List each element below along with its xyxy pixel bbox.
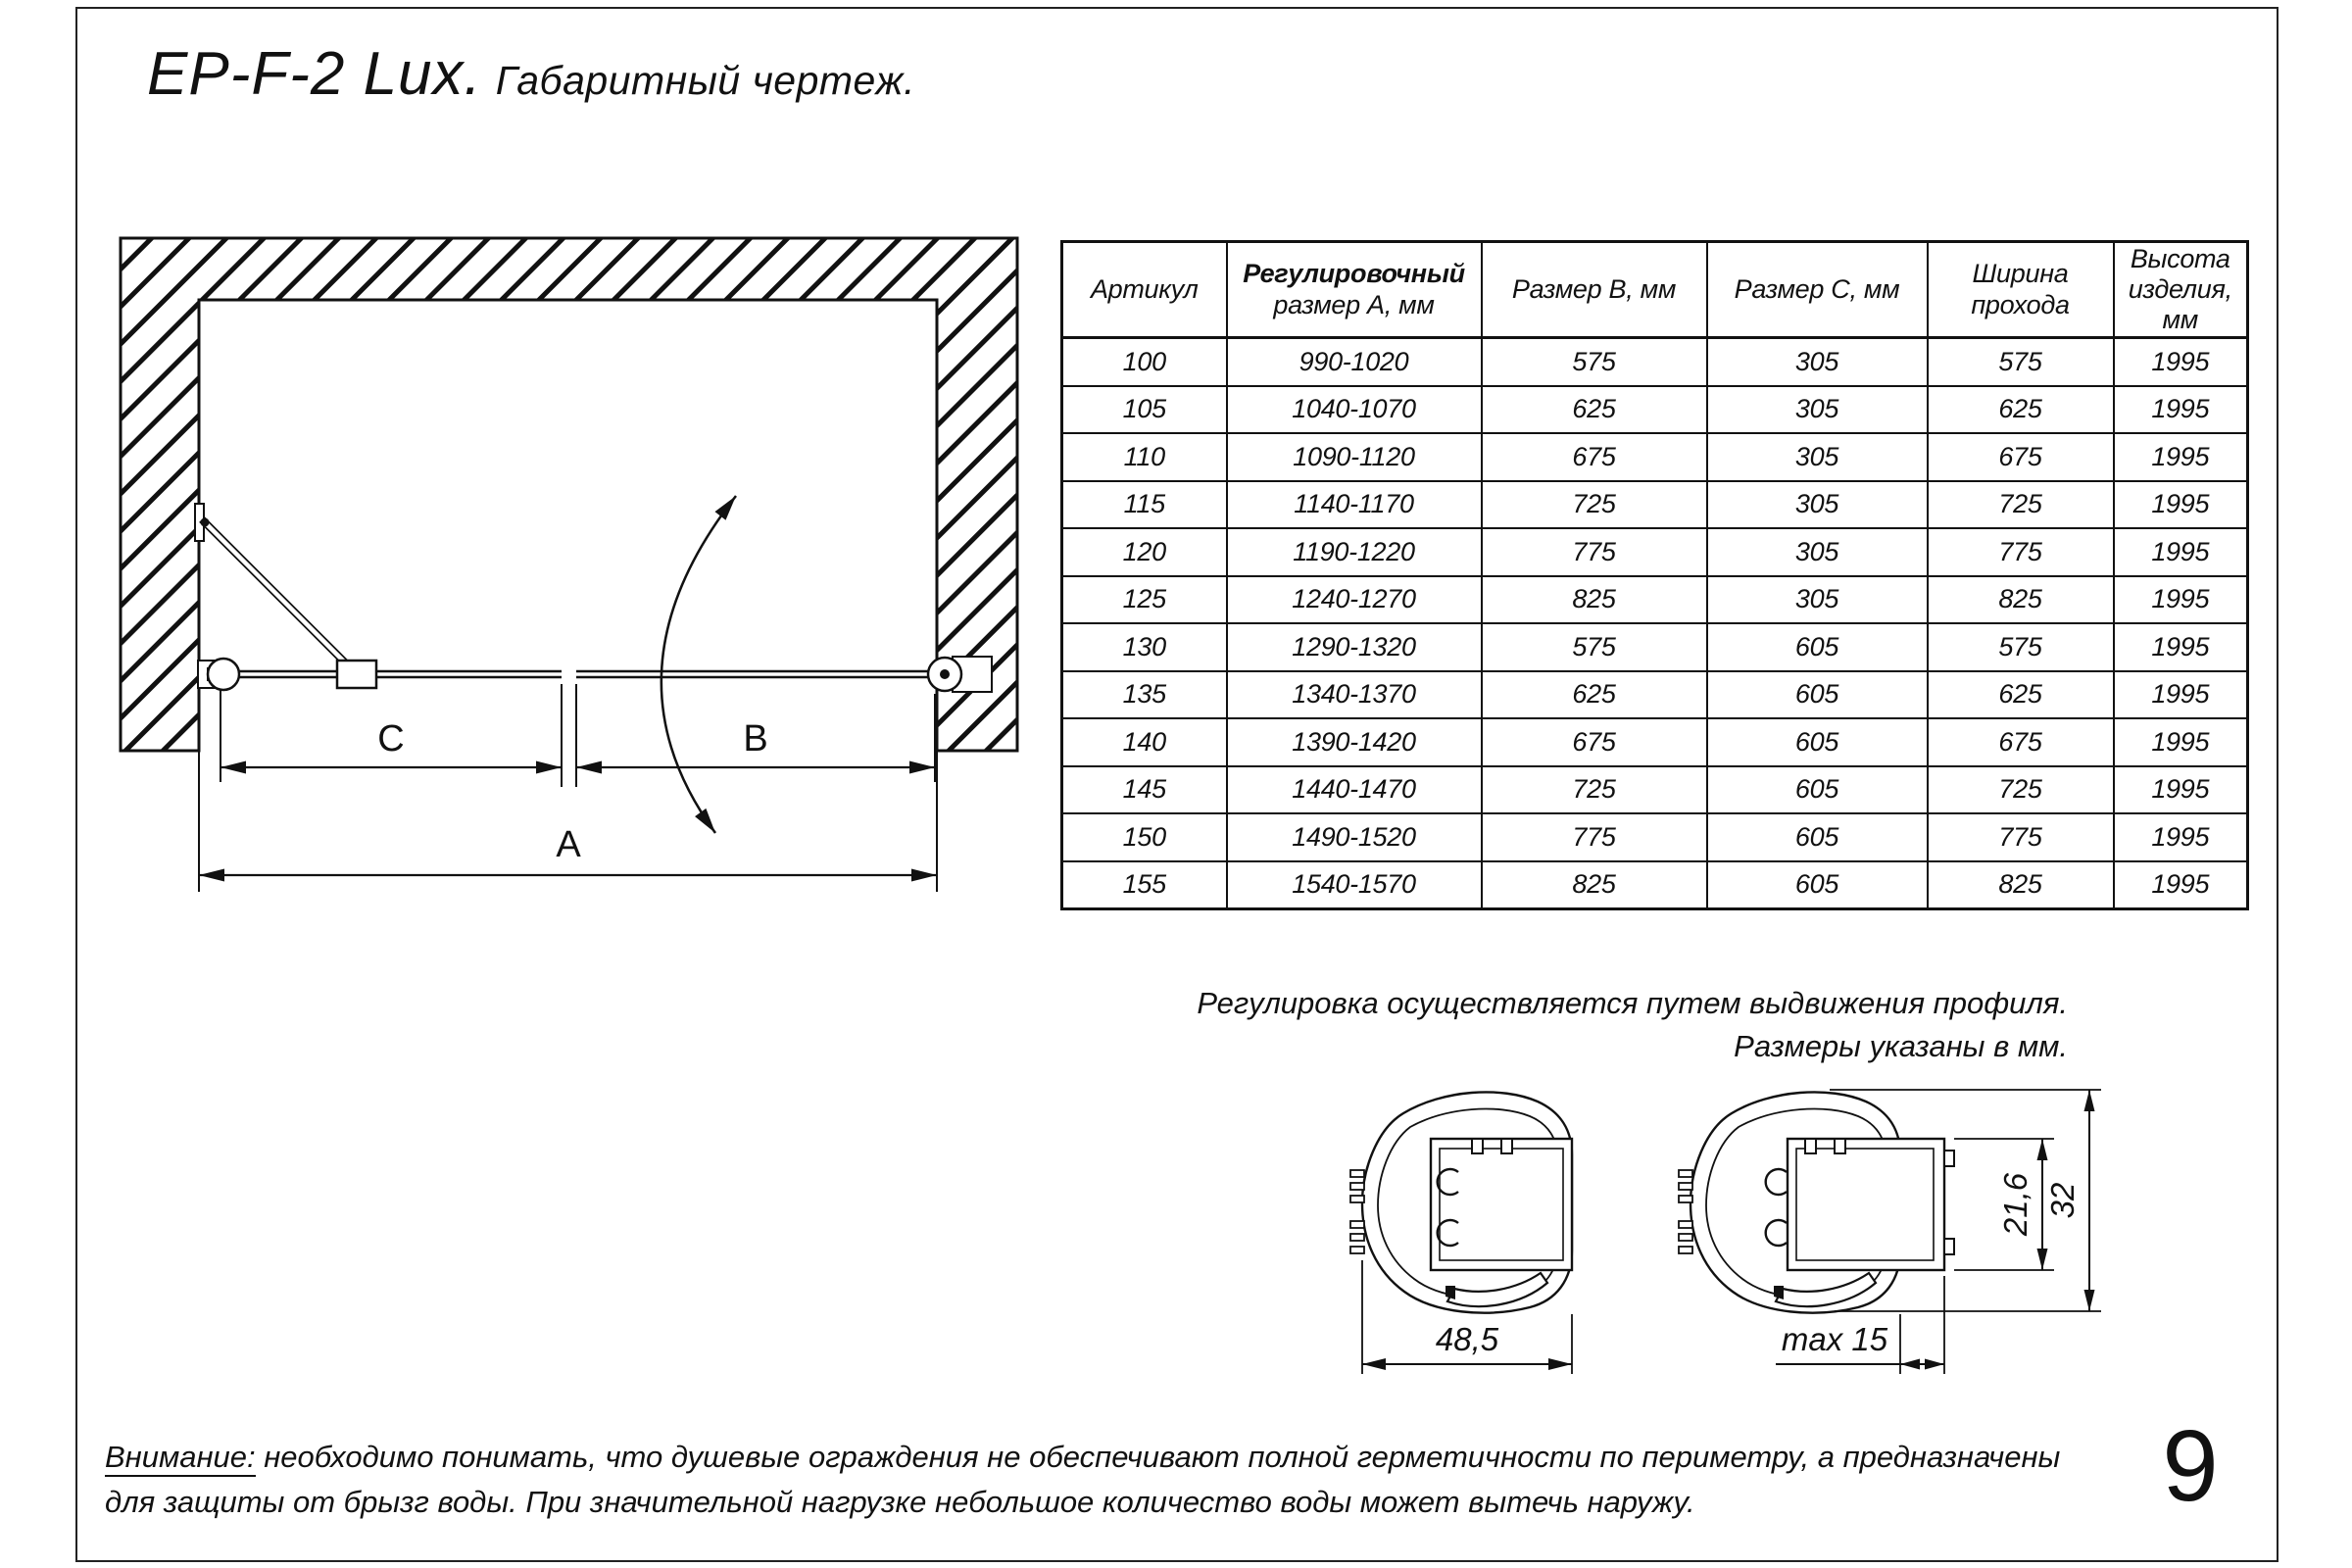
dimension-a [199, 824, 937, 882]
table-row: 135 1340-1370 625 605 625 1995 [1062, 671, 2248, 719]
plan-drawing [116, 233, 1027, 919]
dim-c-label: C [377, 718, 405, 760]
warning-line-2: для защиты от брызг воды. При значительной нагрузке небольшое количество воды может вытечь наружу. [105, 1485, 1695, 1519]
warning-text [105, 1435, 2061, 1525]
spec-table [1060, 240, 2249, 910]
wall-mount-left [198, 659, 239, 690]
dim-b-label: B [743, 718, 768, 760]
note-line-2: Размеры указаны в мм. [1734, 1029, 2068, 1063]
dimension-c [220, 690, 562, 782]
table-row: 110 1090-1120 675 305 675 1995 [1062, 433, 2248, 481]
dimension-21-6 [1954, 1139, 2054, 1270]
door-pivot-right [928, 657, 992, 692]
col-header-size-b: Размер В, мм [1482, 242, 1707, 338]
col-header-size-a: Регулировочный размер А, мм [1227, 242, 1482, 338]
table-row: 140 1390-1420 675 605 675 1995 [1062, 718, 2248, 766]
col-header-size-c: Размер С, мм [1707, 242, 1928, 338]
table-row: 120 1190-1220 775 305 775 1995 [1062, 528, 2248, 576]
dim-max-15-label: max 15 [1781, 1321, 1888, 1357]
dimension-b [576, 694, 935, 782]
col-header-product-height: Высота изделия, мм [2114, 242, 2248, 338]
support-strut [195, 504, 354, 670]
table-row: 130 1290-1320 575 605 575 1995 [1062, 623, 2248, 671]
wall-hatch [121, 238, 1017, 751]
note-line-1: Регулировка осуществляется путем выдвижения профиля. [1197, 986, 2068, 1020]
table-row: 100 990-1020 575 305 575 1995 [1062, 338, 2248, 386]
profile-section-closed [1350, 1092, 1572, 1374]
table-header-row [1062, 242, 2248, 338]
adjustment-notes [1127, 982, 2068, 1068]
dim-32-label: 32 [2044, 1182, 2081, 1219]
dim-48-5-label: 48,5 [1435, 1321, 1499, 1357]
warning-line-1: Внимание: необходимо понимать, что душевые ограждения не обеспечивают полной герметичности по периметру, а предназначены [105, 1435, 2055, 1480]
table-row: 125 1240-1270 825 305 825 1995 [1062, 576, 2248, 624]
page-number: 9 [2162, 1409, 2219, 1522]
glass-door-panel [576, 671, 935, 677]
table-row: 105 1040-1070 625 305 625 1995 [1062, 386, 2248, 434]
page-title-subtitle: Габаритный чертеж. [495, 58, 915, 103]
page-title [147, 39, 915, 109]
dim-a-label: A [556, 824, 581, 865]
door-swing-arc [662, 492, 742, 837]
profile-sections-drawing [1335, 1076, 2119, 1390]
page-title-model: EP-F-2 Lux. [147, 40, 482, 108]
table-row: 145 1440-1470 725 605 725 1995 [1062, 766, 2248, 814]
warning-label: Внимание: [105, 1440, 256, 1477]
strut-clamp-block [337, 661, 376, 688]
profile-section-extended [1679, 1090, 2101, 1374]
table-row: 155 1540-1570 825 605 825 1995 [1062, 861, 2248, 909]
dim-21-6-label: 21,6 [1997, 1172, 2034, 1237]
glass-fixed-panel [217, 671, 562, 677]
table-row: 115 1140-1170 725 305 725 1995 [1062, 481, 2248, 529]
col-header-artikul: Артикул [1062, 242, 1227, 338]
col-header-passage-width: Ширина прохода [1928, 242, 2114, 338]
table-row: 150 1490-1520 775 605 775 1995 [1062, 813, 2248, 861]
